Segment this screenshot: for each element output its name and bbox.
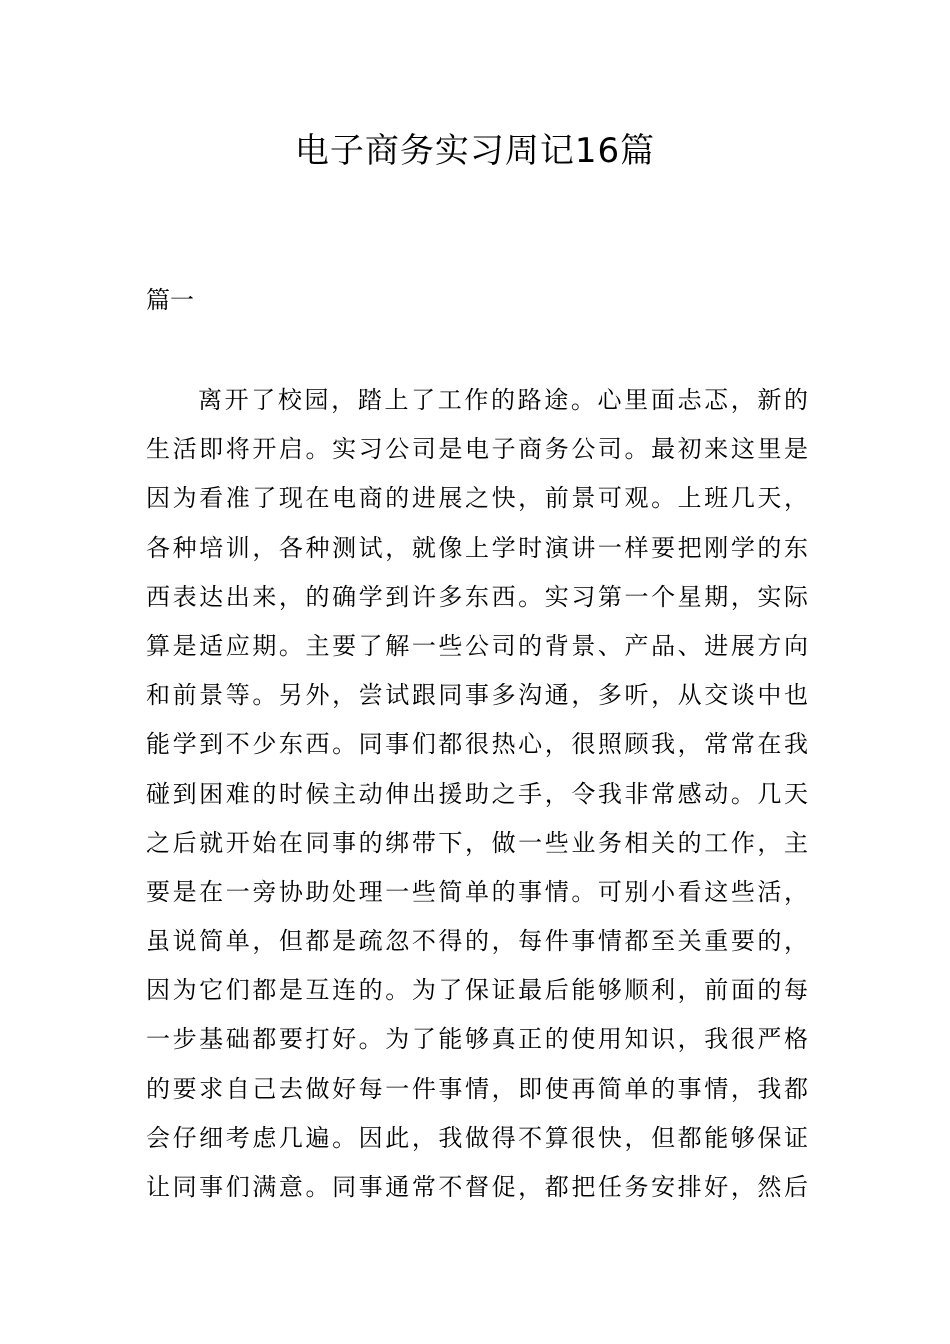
- paragraph-line: 因为它们都是互连的。为了保证最后能够顺利，前面的每: [146, 976, 808, 1005]
- paragraph-line: 算是适应期。主要了解一些公司的背景、产品、进展方向: [146, 631, 808, 660]
- paragraph-line: 因为看准了现在电商的进展之快，前景可观。上班几天，: [146, 484, 808, 513]
- paragraph-line: 之后就开始在同事的绑带下，做一些业务相关的工作，主: [146, 828, 808, 857]
- paragraph-line: 让同事们满意。同事通常不督促，都把任务安排好，然后: [146, 1173, 808, 1201]
- body-paragraph: [146, 376, 808, 1212]
- paragraph-line: 会仔细考虑几遍。因此，我做得不算很快，但都能够保证: [146, 1123, 808, 1152]
- paragraph-line: 西表达出来，的确学到许多东西。实习第一个星期，实际: [146, 582, 808, 611]
- paragraph-line: 碰到困难的时候主动伸出援助之手，令我非常感动。几天: [146, 779, 808, 808]
- paragraph-line: 一步基础都要打好。为了能够真正的使用知识，我很严格: [146, 1025, 808, 1054]
- section-heading: 篇一: [146, 286, 194, 314]
- paragraph-line: 的要求自己去做好每一件事情，即使再简单的事情，我都: [146, 1074, 808, 1103]
- paragraph-line: 生活即将开启。实习公司是电子商务公司。最初来这里是: [146, 435, 808, 464]
- paragraph-line: 和前景等。另外，尝试跟同事多沟通，多听，从交谈中也: [146, 681, 808, 710]
- paragraph-line: 虽说简单，但都是疏忽不得的，每件事情都至关重要的，: [146, 927, 808, 956]
- paragraph-line: 各种培训，各种测试，就像上学时演讲一样要把刚学的东: [146, 533, 808, 562]
- paragraph-line: 能学到不少东西。同事们都很热心，很照顾我，常常在我: [146, 730, 808, 759]
- paragraph-line: 要是在一旁协助处理一些简单的事情。可别小看这些活，: [146, 877, 808, 906]
- document-title: 电子商务实习周记16篇: [294, 131, 656, 171]
- paragraph-line: 离开了校园，踏上了工作的路途。心里面忐忑，新的: [198, 386, 808, 414]
